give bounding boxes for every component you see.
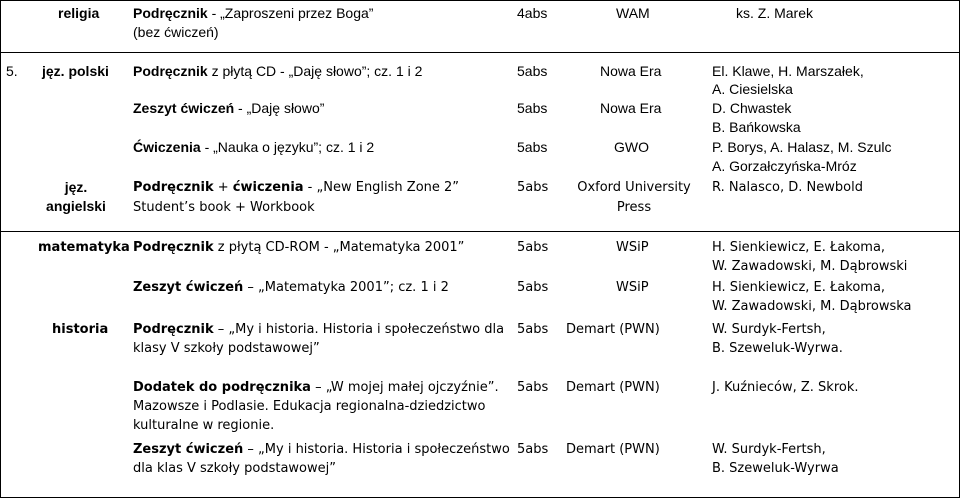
class-cell: 4abs [517, 5, 548, 21]
publisher-cell: WAM [616, 5, 650, 21]
subject-cell: jęz. polski [42, 63, 109, 79]
authors-cell: W. Surdyk-Fertsh, [712, 442, 826, 457]
authors-cell-line2: W. Zawadowski, M. Dąbrowski [712, 259, 908, 274]
book-title-rest: – „My i historia. Historia i społeczeństwo dla [213, 322, 505, 337]
book-title-bold: Zeszyt ćwiczeń [133, 280, 244, 295]
authors-cell: El. Klawe, H. Marszałek, [712, 63, 864, 79]
book-title-bold: Zeszyt ćwiczeń [133, 100, 235, 116]
book-title-bold: Zeszyt ćwiczeń [133, 442, 244, 457]
publisher-cell: Demart (PWN) [566, 442, 660, 457]
subject-cell: religia [58, 5, 100, 21]
subject-cell: matematyka [38, 240, 130, 255]
book-title-cell [133, 440, 510, 459]
book-title-bold: Podręcznik [133, 63, 208, 79]
book-title-line2: dla klas V szkoły podstawowej” [133, 461, 336, 476]
book-title-rest: – „W mojej małej ojczyźnie”. [310, 380, 499, 395]
book-title-cell [133, 178, 459, 197]
book-title-cell [133, 238, 464, 257]
publisher-cell: Nowa Era [600, 63, 662, 79]
book-title-cell [133, 278, 449, 297]
authors-cell: P. Borys, A. Halasz, M. Szulc [712, 139, 892, 155]
class-cell: 5abs [517, 442, 549, 457]
authors-cell-line2: A. Gorzałczyńska-Mróz [712, 158, 857, 174]
book-title-bold2: ćwiczenia [232, 180, 304, 195]
book-title-rest: z płytą CD-ROM - „Matematyka 2001” [213, 240, 465, 255]
authors-cell: H. Sienkiewicz, E. Łakoma, [712, 240, 886, 255]
book-title-rest: - „Nauka o języku”; cz. 1 i 2 [200, 139, 375, 155]
authors-cell: W. Surdyk-Fertsh, [712, 322, 826, 337]
book-title-line3: kulturalne w regionie. [133, 418, 275, 433]
publisher-cell-line2: Press [616, 200, 652, 215]
book-title-cell [133, 138, 374, 157]
book-title-cell [133, 62, 422, 81]
subject-cell: jęz. [64, 179, 88, 195]
book-title-bold: Podręcznik [133, 5, 208, 21]
book-title-rest: - „Daję słowo” [234, 100, 325, 116]
book-title-line2: (bez ćwiczeń) [133, 24, 219, 40]
class-cell: 5abs [517, 180, 549, 195]
publisher-cell: WSiP [616, 280, 649, 295]
book-title-rest: z płytą CD - „Daję słowo”; cz. 1 i 2 [207, 63, 423, 79]
authors-cell-line2: B. Szeweluk-Wyrwa [712, 461, 839, 476]
authors-cell-line2: B. Bańkowska [712, 119, 801, 135]
class-cell: 5abs [517, 322, 549, 337]
book-title-mid: + [213, 180, 233, 195]
book-title-cell [133, 4, 373, 23]
publisher-cell: GWO [614, 139, 649, 155]
publisher-cell: Demart (PWN) [566, 380, 660, 395]
book-title-cell [133, 378, 499, 397]
class-cell: 5abs [517, 240, 549, 255]
authors-cell-line2: A. Ciesielska [712, 81, 793, 97]
authors-cell-line2: B. Szeweluk-Wyrwa. [712, 341, 843, 356]
authors-cell: H. Sienkiewicz, E. Łakoma, [712, 280, 886, 295]
class-cell: 5abs [517, 139, 548, 155]
class-cell: 5abs [517, 63, 548, 79]
book-title-line2: Mazowsze i Podlasie. Edukacja regionalna-dziedzictwo [133, 399, 486, 414]
book-title-line2: klasy V szkoły podstawowej” [133, 341, 320, 356]
subject-cell-line2: angielski [46, 198, 106, 214]
book-title-bold: Podręcznik [133, 322, 214, 337]
book-title-rest: - „Zaproszeni przez Boga” [207, 5, 374, 21]
class-cell: 5abs [517, 380, 549, 395]
class-cell: 5abs [517, 280, 549, 295]
book-title-bold: Podręcznik [133, 240, 214, 255]
publisher-cell: WSiP [616, 240, 649, 255]
row-divider [0, 231, 960, 232]
book-title-cell [133, 99, 324, 118]
col-divider [0, 0, 1, 498]
publisher-cell: Oxford University [577, 180, 691, 195]
book-title-rest: – „Matematyka 2001”; cz. 1 i 2 [243, 280, 449, 295]
table-border-top [0, 0, 960, 1]
class-cell: 5abs [517, 100, 548, 116]
authors-cell: ks. Z. Marek [736, 5, 814, 21]
book-title-rest: – „My i historia. Historia i społeczeństwo [243, 442, 510, 457]
publisher-cell: Demart (PWN) [566, 322, 660, 337]
book-title-rest: - „New English Zone 2” [303, 180, 460, 195]
book-title-bold: Dodatek do podręcznika [133, 380, 311, 395]
authors-cell: R. Nalasco, D. Newbold [712, 180, 863, 195]
authors-cell-line2: W. Zawadowski, M. Dąbrowska [712, 299, 912, 314]
book-title-bold: Podręcznik [133, 180, 214, 195]
row-divider [0, 52, 960, 53]
subject-cell: historia [52, 322, 109, 337]
publisher-cell: Nowa Era [600, 100, 662, 116]
authors-cell: J. Kuźnieców, Z. Skrok. [712, 380, 859, 395]
book-title-bold: Ćwiczenia [133, 139, 201, 155]
book-title-line2: Student’s book + Workbook [133, 200, 315, 215]
row-number: 5. [6, 63, 18, 79]
book-title-cell [133, 320, 504, 339]
authors-cell: D. Chwastek [712, 100, 792, 116]
